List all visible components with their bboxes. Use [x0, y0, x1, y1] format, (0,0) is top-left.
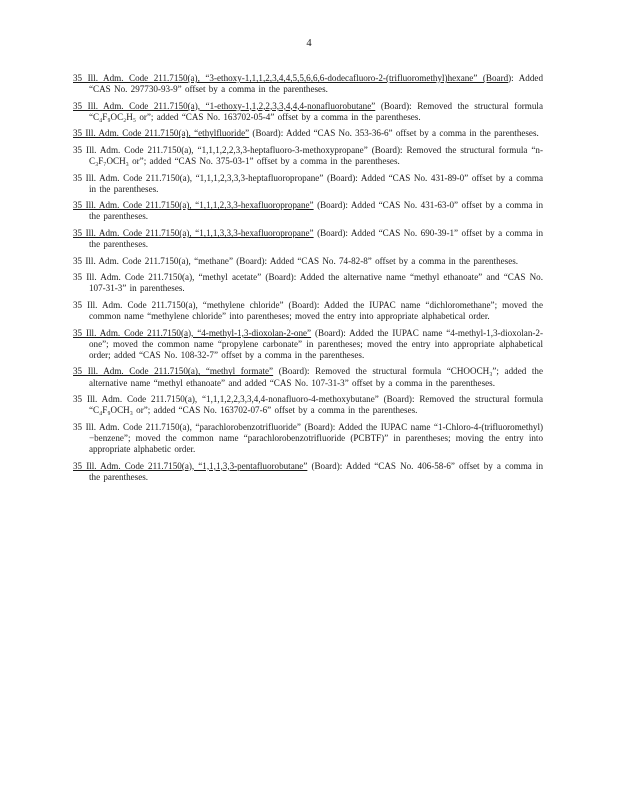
entry-text: 35 Ill. Adm. Code 211.7150(a), “parachlorobenzotrifluoride” (Board): Added the IUPAC name “1-Chloro-4-(trifluoromethyl)−benzene”; moved the common name “parachlorobenzotrifluoride (PCBTF)” in parentheses; moving the entry into appropriate alphabetic order.	[73, 421, 543, 455]
entry-text: (Board): Added “CAS No. 690-39-1” offset by a comma in the parentheses.	[89, 228, 543, 250]
amendment-entry	[73, 145, 543, 167]
amendment-entry	[73, 300, 543, 322]
entry-text: (Board): Removed the structural formula “CHOOCH₃”; added the alternative name “methyl ethanoate” and added “CAS No. 107-31-3” offset by a comma in the parentheses.	[89, 366, 544, 388]
entry-citation: 35 Ill. Adm. Code 211.7150(a), “1,1,1,2,3,3-hexafluoropropane”	[73, 200, 314, 211]
entry-text: (Board): Added the IUPAC name “4-methyl-1,3-dioxolan-2-one”; moved the common name “propylene carbonate” in parentheses; moved the entry into appropriate alphabetical order; added “CAS No. 108-32-7” offset by a comma in the parentheses.	[89, 327, 543, 360]
entry-text: 35 Ill. Adm. Code 211.7150(a), “methylene chloride” (Board): Added the IUPAC name “dichloromethane”; moved the common name “methylene chloride” into parentheses; moved the entry into appropriate alphabetical order.	[73, 300, 543, 322]
amendment-entry	[73, 422, 543, 455]
amendment-entry	[73, 200, 543, 222]
amendment-list	[73, 73, 543, 488]
entry-text: (Board): Removed the structural formula “C₄F₉OC₂H₅ or”; added “CAS No. 163702-05-4” offset by a comma in the parentheses.	[89, 100, 543, 122]
amendment-entry	[73, 101, 543, 123]
entry-citation: 35 Ill. Adm. Code 211.7150(a), “ethylfluoride”	[73, 128, 250, 139]
amendment-entry	[73, 272, 543, 294]
entry-citation: 35 Ill. Adm. Code 211.7150(a), “1,1,1,3,3-pentafluorobutane”	[73, 460, 308, 471]
entry-text: 35 Ill. Adm. Code 211.7150(a), “methyl acetate” (Board): Added the alternative name “methyl ethanoate” and “CAS No. 107-31-3” in parentheses.	[73, 272, 543, 294]
amendment-entry	[73, 461, 543, 483]
amendment-entry	[73, 173, 543, 195]
page-number: 4	[306, 38, 312, 49]
amendment-entry	[73, 228, 543, 250]
entry-text: (Board): Added “CAS No. 406-58-6” offset by a comma in the parentheses.	[89, 460, 543, 482]
entry-text: 35 Ill. Adm. Code 211.7150(a), “1,1,1,2,2,3,3,4,4-nonafluoro-4-methoxybutane” (Board): Removed the structural formula “C₄F₉OCH₃ or”; added “CAS No. 163702-07-6” offset by a comma in the parentheses.	[73, 394, 543, 416]
entry-citation: 35 Ill. Adm. Code 211.7150(a), “1,1,1,3,3,3-hexafluoropropane”	[73, 228, 314, 239]
amendment-entry	[73, 394, 543, 416]
entry-text: 35 Ill. Adm. Code 211.7150(a), “1,1,1,2,2,3,3-heptafluoro-3-methoxypropane” (Board): Removed the structural formula “n-C₃F₇OCH₃ or”; added “CAS No. 375-03-1” offset by a comma in the parentheses.	[73, 144, 543, 167]
entry-citation: 35 Ill. Adm. Code 211.7150(a), “4-methyl-1,3-dioxolan-2-one”	[73, 327, 312, 338]
amendment-entry	[73, 256, 543, 267]
entry-text: 35 Ill. Adm. Code 211.7150(a), “1,1,1,2,3,3,3-heptafluoropropane” (Board): Added “CAS No. 431-89-0” offset by a comma in the parentheses.	[73, 172, 543, 194]
entry-text: (Board): Added “CAS No. 353-36-6” offset by a comma in the parentheses.	[249, 128, 539, 139]
entry-text: 35 Ill. Adm. Code 211.7150(a), “methane” (Board): Added “CAS No. 74-82-8” offset by a comma in the parentheses.	[73, 255, 519, 266]
entry-citation: 35 Ill. Adm. Code 211.7150(a), “1-ethoxy-1,1,2,2,3,3,4,4,4-nonafluorobutane”	[73, 100, 376, 111]
entry-text: (Board): Added “CAS No. 431-63-0” offset by a comma in the parentheses.	[89, 200, 543, 222]
entry-text: ): Added “CAS No. 297730-93-9” offset by a comma in the parentheses.	[89, 73, 543, 95]
entry-citation: 35 Ill. Adm. Code 211.7150(a), “3-ethoxy-1,1,1,2,3,4,4,5,5,6,6,6-dodecafluoro-2-(trifluoromethyl)hexane” (Board	[73, 73, 509, 83]
amendment-entry	[73, 73, 543, 95]
entry-citation: 35 Ill. Adm. Code 211.7150(a), “methyl formate”	[73, 366, 274, 377]
amendment-entry	[73, 366, 543, 388]
amendment-entry	[73, 128, 543, 139]
amendment-entry	[73, 328, 543, 361]
